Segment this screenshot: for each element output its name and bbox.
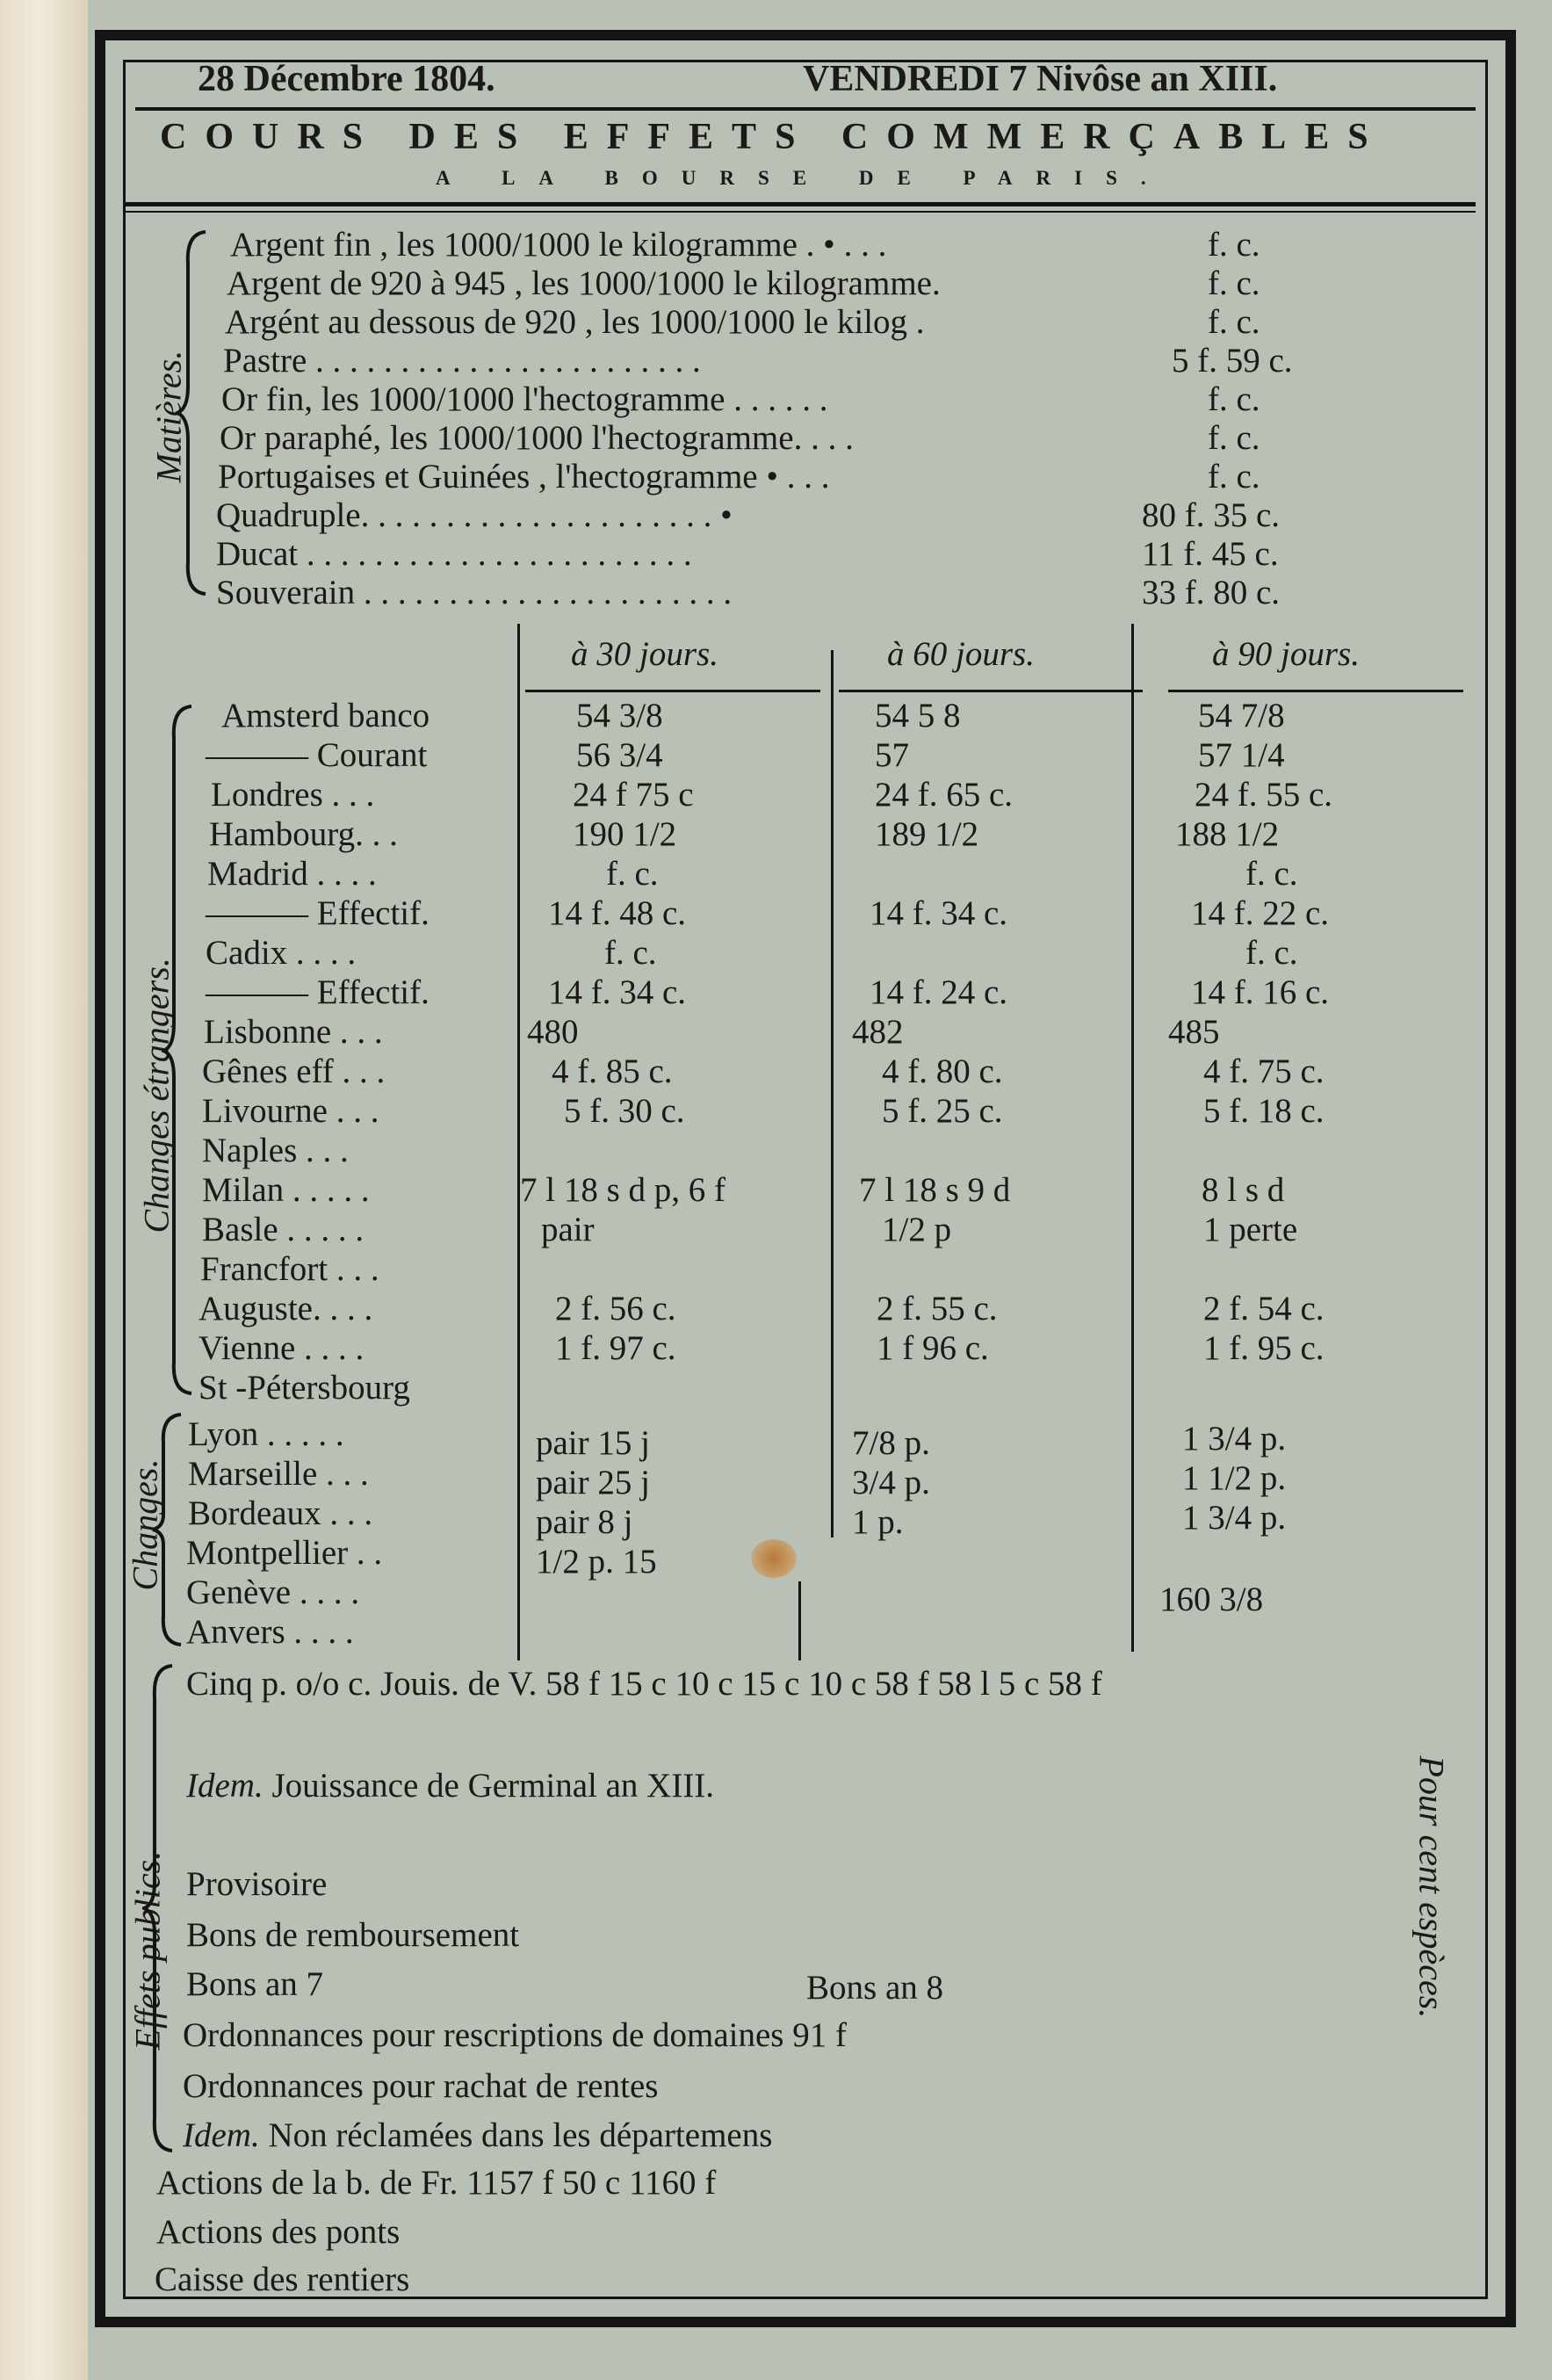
place-label: Lyon . . . . . [188, 1415, 344, 1453]
rate-60: 14 f. 34 c. [870, 894, 1008, 932]
rate-60: 7/8 p. [852, 1424, 930, 1462]
rate-90: 485 [1168, 1013, 1220, 1051]
rate-60: 5 f. 25 c. [882, 1092, 1003, 1130]
rate-30: pair 25 j [536, 1464, 650, 1501]
place-label: Vienne . . . . [199, 1329, 365, 1367]
rate-30: 5 f. 30 c. [564, 1092, 685, 1130]
rate-90: 160 3/8 [1159, 1581, 1264, 1618]
rate-30: 14 f. 48 c. [548, 894, 687, 932]
header-day: VENDREDI 7 Nivôse an XIII. [803, 59, 1278, 99]
rate-60: 57 [875, 736, 909, 774]
ink-stain [751, 1539, 797, 1578]
rate-60: 24 f. 65 c. [875, 776, 1014, 814]
title-rule-thin [123, 211, 1476, 213]
col-divider-2b [798, 1581, 801, 1660]
rate-30: pair 8 j [536, 1503, 633, 1541]
rate-60: 54 5 8 [875, 697, 961, 734]
place-label: Marseille . . . [188, 1455, 369, 1493]
place-label: Cadix . . . . [206, 934, 357, 972]
brace-changes [151, 1411, 186, 1648]
place-label: Francfort . . . [200, 1250, 379, 1288]
matieres-item: Argént au dessous de 920 , les 1000/1000 le kilog . [225, 303, 925, 341]
col-head-60: à 60 jours. [887, 635, 1035, 673]
brace-effets-publics [142, 1662, 177, 2154]
matieres-item: Souverain . . . . . . . . . . . . . . . . . . . . . . [216, 574, 733, 611]
col-divider-2 [831, 650, 834, 1537]
rate-60: 7 l 18 s 9 d [859, 1171, 1011, 1209]
rate-60: 482 [852, 1013, 904, 1051]
matieres-item: Quadruple. . . . . . . . . . . . . . . . . . . . . • [216, 496, 733, 534]
place-label: Basle . . . . . [202, 1211, 365, 1248]
idem-non-reclamees-row [183, 2116, 772, 2155]
matieres-item: Ducat . . . . . . . . . . . . . . . . . . . . . . . [216, 535, 692, 573]
rate-30: 14 f. 34 c. [548, 973, 687, 1011]
matieres-item: Argent fin , les 1000/1000 le kilogramme . • . . . [230, 226, 887, 264]
matieres-item: Or fin, les 1000/1000 l'hectogramme . . . . . . [221, 380, 828, 418]
place-label: Auguste. . . . [199, 1290, 373, 1327]
rate-60: 2 f. 55 c. [877, 1290, 998, 1327]
place-label: Lisbonne . . . [204, 1013, 383, 1051]
rate-30: 54 3/8 [576, 697, 663, 734]
rate-30: 1/2 p. 15 [536, 1543, 657, 1581]
rate-30: 2 f. 56 c. [555, 1290, 676, 1327]
matieres-price: f. c. [1208, 226, 1260, 264]
caisse-rentiers-row: Caisse des rentiers [155, 2261, 410, 2298]
place-label: ——— Courant [206, 736, 428, 774]
rate-90: 1 1/2 p. [1182, 1459, 1287, 1497]
rate-90: 5 f. 18 c. [1203, 1092, 1325, 1130]
matieres-price: 80 f. 35 c. [1142, 496, 1281, 534]
place-label: Amsterd banco [221, 697, 430, 734]
rate-60: 1/2 p [882, 1211, 952, 1248]
rate-90: 14 f. 16 c. [1191, 973, 1330, 1011]
bons-an-7-row: Bons an 7 [186, 1965, 323, 2003]
idem-non-reclamees-text: Non réclamées dans les départemens [268, 2116, 773, 2154]
bons-remboursement-row: Bons de remboursement [186, 1916, 520, 1954]
rate-30: 480 [527, 1013, 579, 1051]
rate-30: 7 l 18 s d p, 6 f [520, 1171, 725, 1209]
matieres-price: f. c. [1208, 303, 1260, 341]
col-divider-3 [1131, 624, 1134, 1652]
place-label: ——— Effectif. [206, 973, 430, 1011]
rate-90: 4 f. 75 c. [1203, 1053, 1325, 1090]
matieres-price: 5 f. 59 c. [1172, 342, 1293, 380]
rate-30: f. c. [606, 855, 659, 893]
rate-90: f. c. [1245, 934, 1298, 972]
label-effets-publics: Effets publics. [127, 1850, 168, 2051]
rate-30: f. c. [604, 934, 657, 972]
cinq-pour-cent-row: Cinq p. o/o c. Jouis. de V. 58 f 15 c 10 c 15 c 10 c 58 f 58 l 5 c 58 f [186, 1665, 1102, 1703]
place-label: Gênes eff . . . [202, 1053, 386, 1090]
matieres-item: Or paraphé, les 1000/1000 l'hectogramme. . . . [220, 419, 854, 457]
bons-an-8-row: Bons an 8 [806, 1969, 943, 2007]
brace-changes-etrangers [162, 703, 197, 1397]
place-label: Madrid . . . . [207, 855, 377, 893]
rate-30: 4 f. 85 c. [552, 1053, 673, 1090]
matieres-price: f. c. [1208, 419, 1260, 457]
idem-germinal-row [186, 1766, 714, 1805]
matieres-item: Portugaises et Guinées , l'hectogramme • . . . [218, 458, 830, 496]
rate-30: 56 3/4 [576, 736, 663, 774]
rate-30: 190 1/2 [573, 815, 677, 853]
matieres-item: Pastre . . . . . . . . . . . . . . . . . . . . . . . [223, 342, 701, 380]
col-rule-30 [525, 690, 820, 692]
col-head-30: à 30 jours. [571, 635, 718, 673]
rate-60: 4 f. 80 c. [882, 1053, 1003, 1090]
header-rule [135, 107, 1476, 111]
place-label: Milan . . . . . [202, 1171, 370, 1209]
provisoire-row: Provisoire [186, 1865, 328, 1903]
binding-gutter [0, 0, 88, 2380]
page-title: COURS DES EFFETS COMMERÇABLES [160, 117, 1387, 157]
place-label: Naples . . . [202, 1132, 349, 1169]
rate-30: pair [541, 1211, 595, 1248]
rate-30: 1 f. 97 c. [555, 1329, 676, 1367]
matieres-price: f. c. [1208, 264, 1260, 302]
col-head-90: à 90 jours. [1212, 635, 1360, 673]
matieres-price: f. c. [1208, 458, 1260, 496]
rate-60: 1 f 96 c. [877, 1329, 989, 1367]
side-note-pour-cent-especes: Pour cent espèces. [1411, 1755, 1452, 2019]
place-label: ——— Effectif. [206, 894, 430, 932]
place-label: Montpellier . . [186, 1534, 383, 1572]
rate-60: 189 1/2 [875, 815, 979, 853]
matieres-item: Argent de 920 à 945 , les 1000/1000 le kilogramme. [227, 264, 941, 302]
place-label: St -Pétersbourg [199, 1369, 410, 1407]
place-label: Londres . . . [211, 776, 375, 814]
matieres-price: 33 f. 80 c. [1142, 574, 1281, 611]
idem-germinal-text: Jouissance de Germinal an XIII. [271, 1767, 715, 1805]
actions-ponts-row: Actions des ponts [156, 2213, 401, 2251]
header-date: 28 Décembre 1804. [198, 59, 495, 99]
label-changes-etrangers: Changes étrangers. [136, 958, 177, 1233]
place-label: Bordeaux . . . [188, 1494, 373, 1532]
rate-90: 54 7/8 [1198, 697, 1285, 734]
rate-90: 14 f. 22 c. [1191, 894, 1330, 932]
idem-prefix: Idem. [183, 2116, 260, 2154]
rate-90: 8 l s d [1202, 1171, 1285, 1209]
actions-banque-row: Actions de la b. de Fr. 1157 f 50 c 1160 f [156, 2164, 717, 2202]
rate-90: 1 perte [1203, 1211, 1298, 1248]
rate-90: 188 1/2 [1175, 815, 1280, 853]
rate-90: f. c. [1245, 855, 1298, 893]
col-divider-1 [517, 624, 520, 1660]
rate-90: 2 f. 54 c. [1203, 1290, 1325, 1327]
rate-90: 1 f. 95 c. [1203, 1329, 1325, 1367]
rate-60: 1 p. [852, 1503, 904, 1541]
rate-60: 3/4 p. [852, 1464, 930, 1501]
ordonnances-domaines-row: Ordonnances pour rescriptions de domaines 91 f [183, 2016, 847, 2054]
label-matieres: Matières. [148, 350, 189, 483]
title-rule-thick [123, 202, 1476, 206]
matieres-price: 11 f. 45 c. [1142, 535, 1279, 573]
col-rule-90 [1168, 690, 1463, 692]
rate-90: 1 3/4 p. [1182, 1499, 1287, 1537]
page-subtitle: A LA BOURSE DE PARIS. [436, 167, 1170, 189]
brace-matieres [176, 228, 211, 597]
matieres-price: f. c. [1208, 380, 1260, 418]
rate-60: 14 f. 24 c. [870, 973, 1008, 1011]
rate-90: 57 1/4 [1198, 736, 1285, 774]
rate-90: 1 3/4 p. [1182, 1420, 1287, 1458]
col-rule-60 [839, 690, 1143, 692]
rate-90: 24 f. 55 c. [1195, 776, 1333, 814]
ordonnances-rachat-row: Ordonnances pour rachat de rentes [183, 2067, 659, 2105]
idem-prefix: Idem. [186, 1767, 263, 1805]
place-label: Genève . . . . [186, 1573, 360, 1611]
label-changes: Changes. [125, 1458, 165, 1591]
place-label: Anvers . . . . [186, 1613, 354, 1651]
place-label: Hambourg. . . [209, 815, 398, 853]
rate-30: 24 f 75 c [573, 776, 694, 814]
place-label: Livourne . . . [202, 1092, 379, 1130]
rate-30: pair 15 j [536, 1424, 650, 1462]
